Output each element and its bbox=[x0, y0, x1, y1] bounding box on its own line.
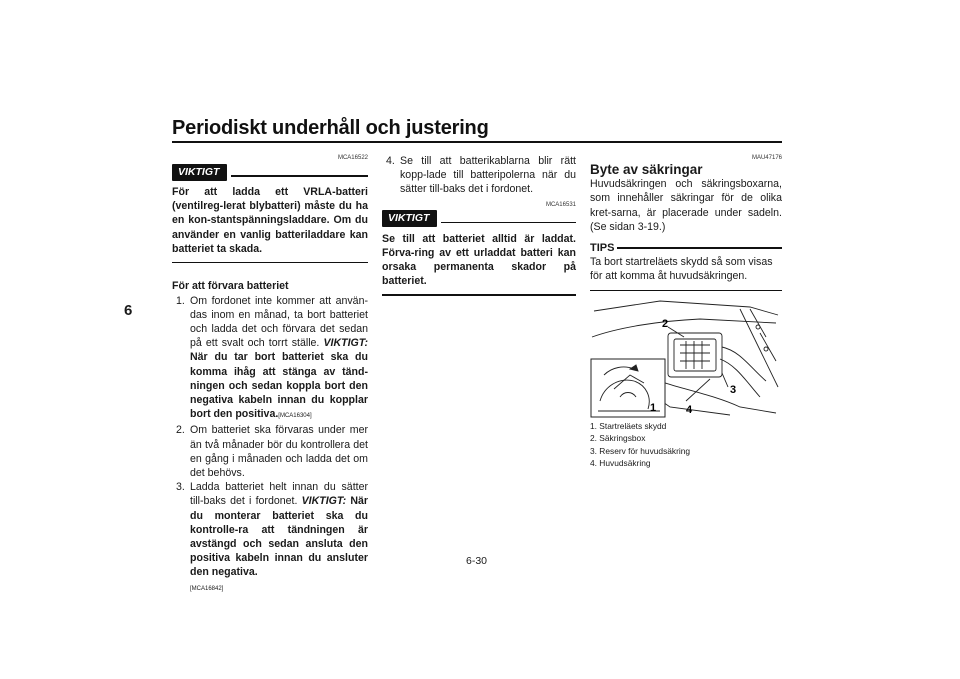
column-left bbox=[172, 154, 368, 596]
list-item: 3. Ladda batteriet helt innan du sätter till-baks det i fordonet. VIKTIGT: När du monterar batteriet ska du kontrolle-ra att tändningen är avstängd och sedan ansluta den positiva kabeln innan du ansluter den negativa. [MCA16842] bbox=[176, 481, 368, 592]
reference-code: MCA16522 bbox=[337, 155, 368, 161]
header-rule bbox=[172, 141, 782, 143]
section-body: Huvudsäkringen och säkringsboxarna, som innehåller säkringar för de olika kret-sarna, är placerade under sadeln. (Se sidan 3-19.) bbox=[590, 178, 782, 233]
legend-item: 4. Huvudsäkring bbox=[590, 458, 651, 469]
reference-code: MAU47176 bbox=[751, 155, 782, 161]
warning-text: Se till att batteriet alltid är laddat. Förva-ring av ett urladdat batteri kan orsaka permanenta skador på batteriet. bbox=[382, 232, 576, 288]
warning-end-rule bbox=[382, 294, 576, 295]
warning-header bbox=[382, 210, 576, 228]
callout-3: 3 bbox=[730, 383, 737, 396]
warning-header bbox=[172, 163, 368, 181]
warning-badge: VIKTIGT bbox=[172, 164, 227, 181]
page-number: 6-30 bbox=[466, 555, 488, 567]
column-right bbox=[590, 154, 782, 470]
legend-item: 3. Reserv för huvudsäkring bbox=[590, 445, 691, 456]
warning-end-rule bbox=[172, 262, 368, 263]
section-title: Byte av säkringar bbox=[590, 162, 703, 177]
legend-item: 2. Säkringsbox bbox=[590, 433, 646, 444]
warning-rule bbox=[231, 175, 368, 176]
tips-end-rule bbox=[590, 290, 782, 291]
list-item: 1. Om fordonet inte kommer att använ-das inom en månad, ta bort batteriet och ladda det och förvara det sedan på ett svalt och torrt ställe. VIKTIGT: När du tar bort batteriet ska du komma ihåg att stänga av tänd-ningen och sedan koppla bort den negativa kabeln innan du kopplar bort den positiva.[MCA16304] bbox=[176, 294, 368, 421]
figure-legend bbox=[590, 420, 782, 470]
tips-rule bbox=[617, 247, 782, 248]
tips-text: Ta bort startreläets skydd så som visas för att komma åt huvudsäkringen. bbox=[590, 256, 773, 283]
callout-4: 4 bbox=[686, 403, 693, 416]
fuse-box-drawing bbox=[590, 297, 782, 419]
warning-rule bbox=[441, 222, 576, 223]
tips-label: TIPS bbox=[590, 242, 615, 255]
tips-header bbox=[590, 241, 782, 255]
callout-1: 1 bbox=[650, 401, 657, 414]
list-item: 4. Se till att batterikablarna blir rätt kopp-lade till batteripolerna när du sätter till-baks det i fordonet. bbox=[386, 155, 576, 196]
legend-item: 1. Startreläets skydd bbox=[590, 420, 667, 431]
callout-2: 2 bbox=[662, 317, 669, 330]
chapter-number: 6 bbox=[124, 302, 133, 319]
warning-text: För att ladda ett VRLA-batteri (ventilreg-lerat blybatteri) måste du ha en kon-stantspänningsladdare. Om du använder en vanlig batteriladdare kan batteriet ta skada. bbox=[172, 186, 368, 255]
warning-badge: VIKTIGT bbox=[382, 210, 437, 227]
column-middle bbox=[382, 154, 576, 296]
fuse-box-illustration bbox=[590, 297, 782, 419]
storage-heading: För att förvara batteriet bbox=[172, 280, 289, 293]
reference-code: MCA16531 bbox=[545, 201, 576, 208]
list-item: 2. Om batteriet ska förvaras under mer än två månader bör du kontrollera det en gång i månaden och ladda det om det behövs. bbox=[176, 424, 368, 479]
page-title: Periodiskt underhåll och justering bbox=[172, 117, 489, 139]
